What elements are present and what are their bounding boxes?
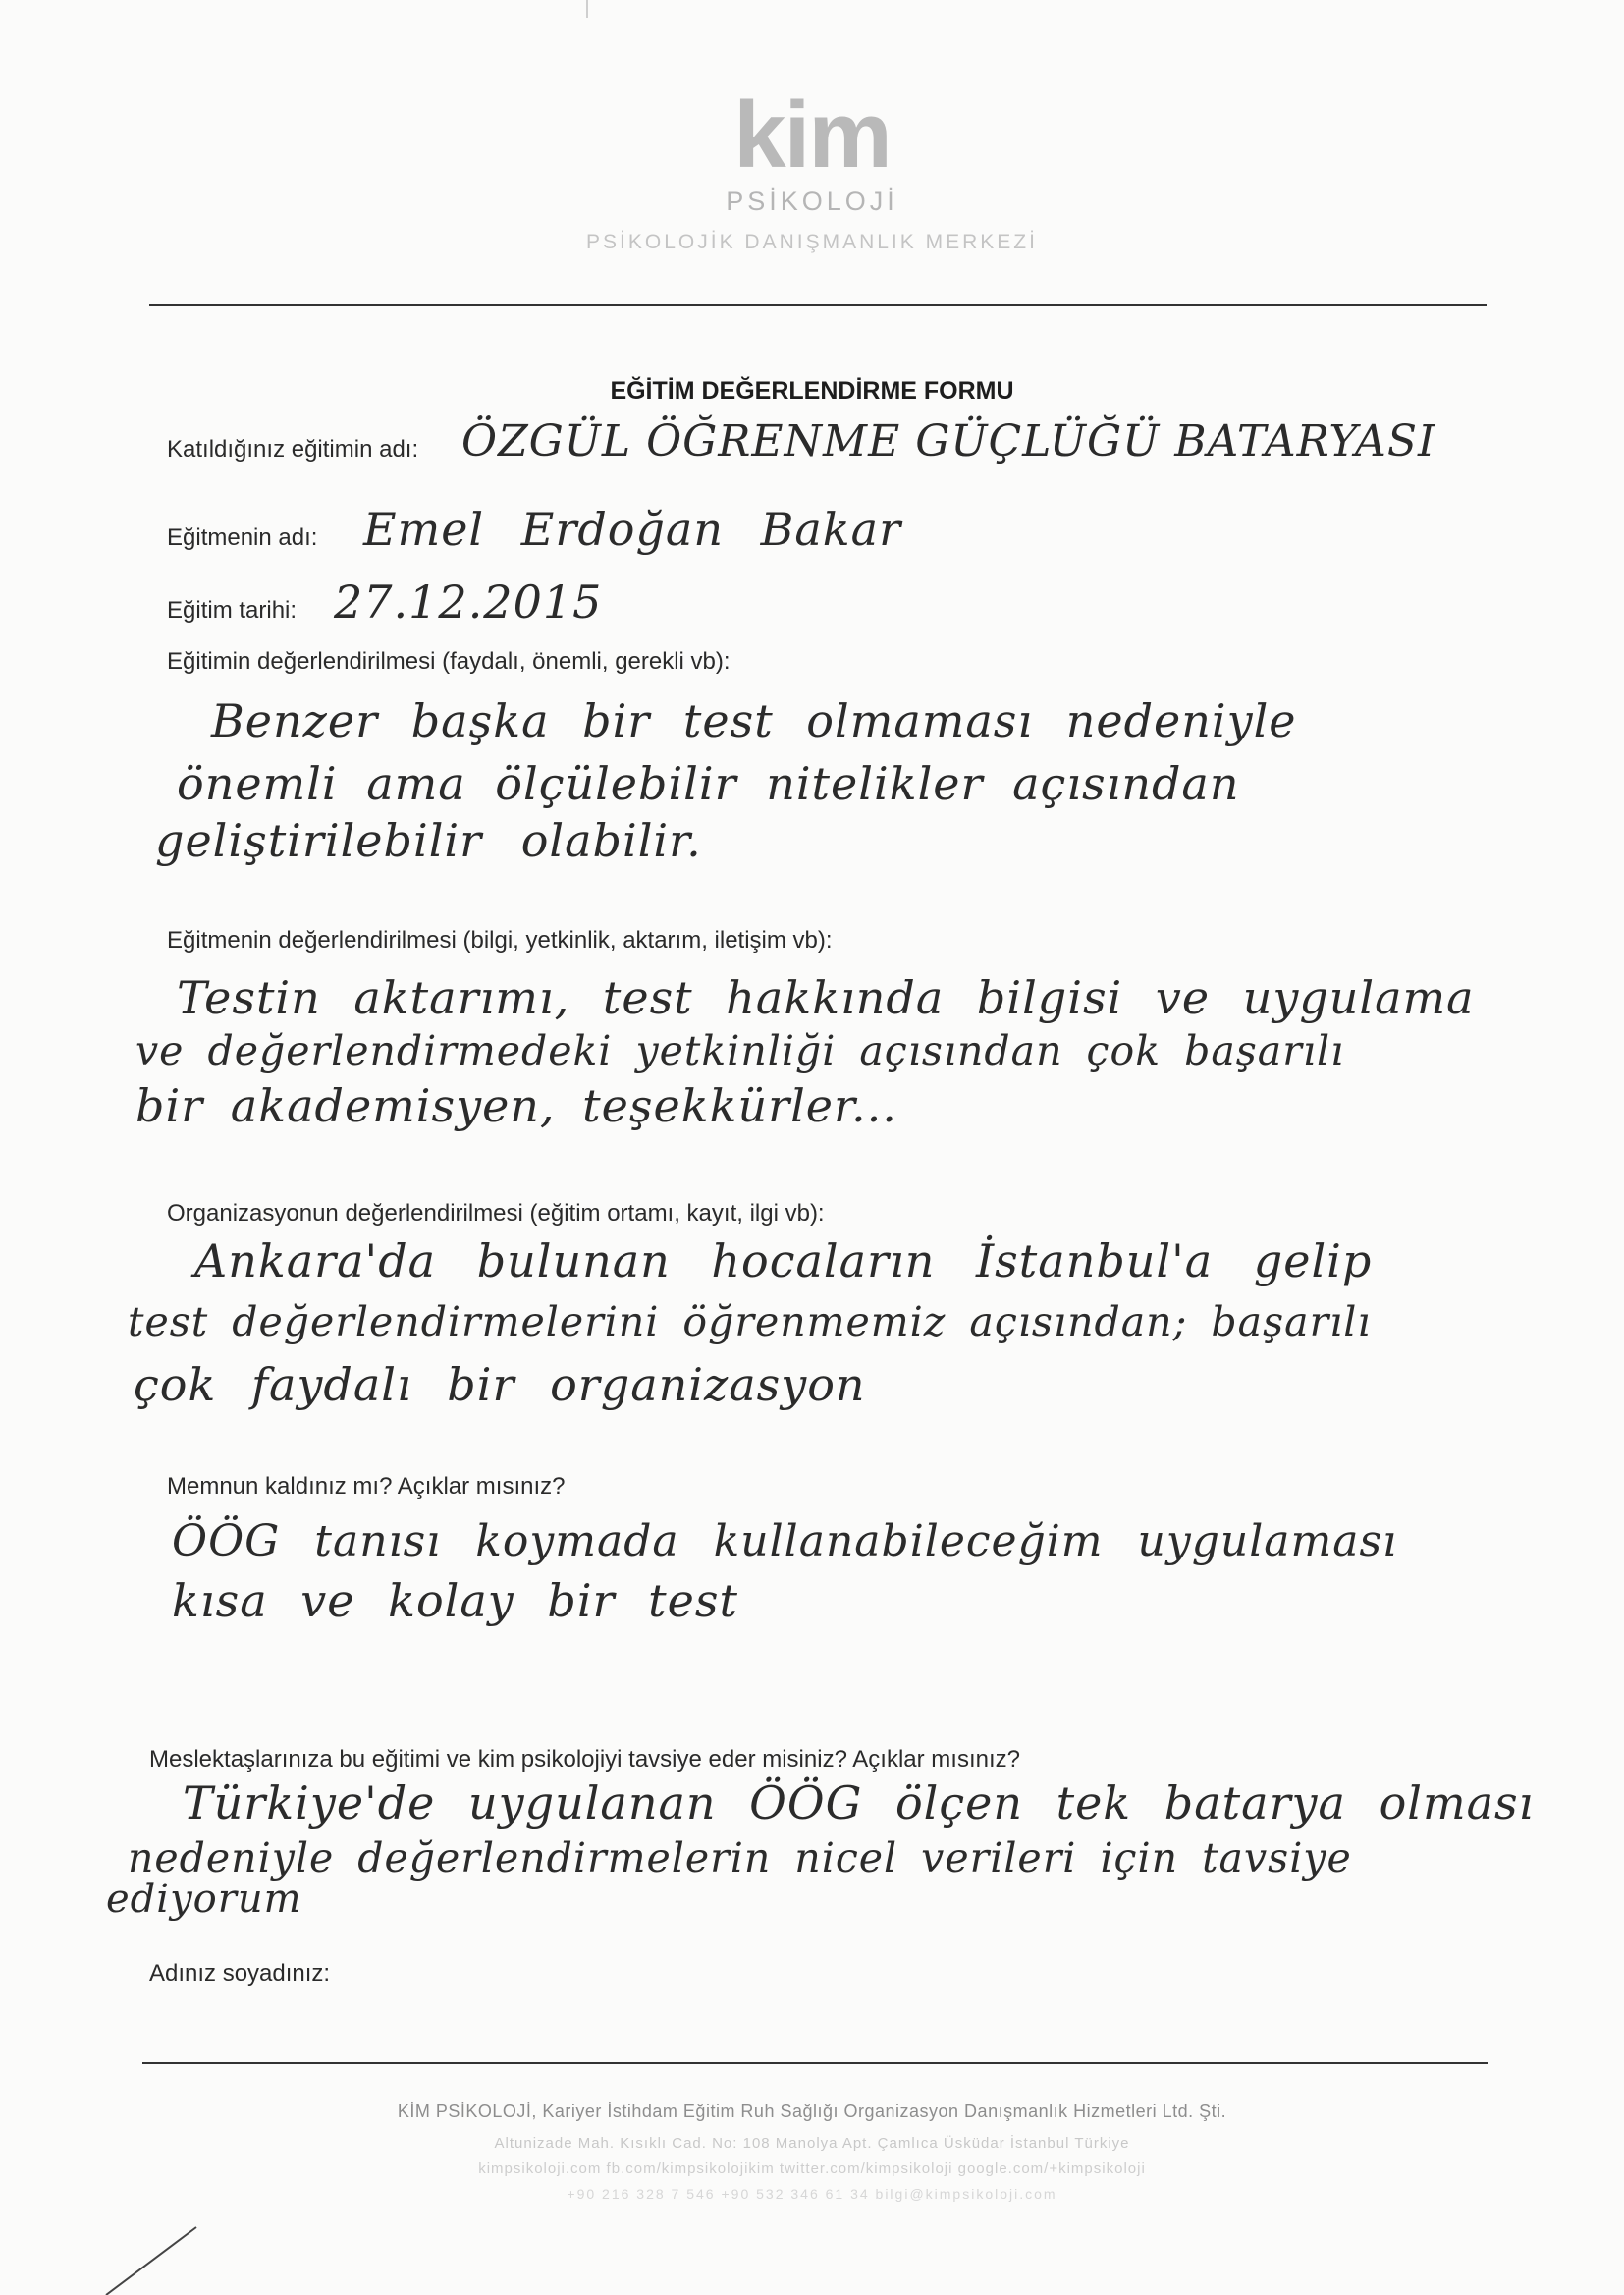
footer-company: KİM PSİKOLOJİ, Kariyer İstihdam Eğitim Ruh Sağlığı Organizasyon Danışmanlık Hizmetleri Ltd. Şti. — [397, 2102, 1227, 2121]
trainer-eval-line-1: Testin aktarımı, test hakkında bilgisi ve uygulama — [177, 971, 1475, 1024]
training-eval-line-1: Benzer başka bir test olmaması nedeniyle — [211, 694, 1297, 747]
trainer-name-label: Eğitmenin adı: — [167, 524, 318, 551]
recommend-line-3: ediyorum — [106, 1877, 302, 1922]
satisfaction-line-1: ÖÖG tanısı koymada kullanabileceğim uygulaması — [172, 1516, 1398, 1566]
training-eval-line-2: önemli ama ölçülebilir nitelikler açısından — [177, 757, 1240, 810]
footer-contact: +90 216 328 7 546 +90 532 346 61 34 bilgi@kimpsikoloji.com — [567, 2186, 1057, 2202]
satisfaction-label: Memnun kaldınız mı? Açıklar mısınız? — [167, 1473, 566, 1500]
footer-address: Altunizade Mah. Kısıklı Cad. No: 108 Manolya Apt. Çamlıca Üsküdar İstanbul Türkiye — [494, 2135, 1130, 2152]
org-eval-line-1: Ankara'da bulunan hocaların İstanbul'a gelip — [194, 1234, 1373, 1287]
company-logo — [0, 82, 1624, 254]
header-divider — [149, 304, 1487, 306]
logo-tagline: PSİKOLOJİK DANIŞMANLIK MERKEZİ — [586, 231, 1038, 253]
training-date-value: 27.12.2015 — [334, 575, 603, 628]
org-eval-line-3: çok faydalı bir organizasyon — [134, 1358, 866, 1411]
training-date-label: Eğitim tarihi: — [167, 597, 298, 624]
logo-mark: kim — [733, 82, 891, 188]
training-eval-line-3: geliştirilebilir olabilir. — [155, 814, 702, 867]
training-eval-label: Eğitimin değerlendirilmesi (faydalı, önemli, gerekli vb): — [167, 648, 731, 675]
recommend-line-2: nedeniyle değerlendirmelerin nicel verileri için tavsiye — [128, 1834, 1352, 1882]
org-eval-label: Organizasyonun değerlendirilmesi (eğitim ortamı, kayıt, ilgi vb): — [167, 1200, 825, 1227]
training-name-value: ÖZGÜL ÖĞRENME GÜÇLÜĞÜ BATARYASI — [461, 416, 1436, 466]
trainer-eval-line-2: ve değerlendirmedeki yetkinliği açısından çok başarılı — [135, 1027, 1345, 1074]
logo-subtitle: PSİKOLOJİ — [726, 187, 898, 216]
form-title: EĞİTİM DEĞERLENDİRME FORMU — [610, 377, 1014, 405]
org-eval-line-2: test değerlendirmelerini öğrenmemiz açısından; başarılı — [128, 1298, 1372, 1345]
satisfaction-line-2: kısa ve kolay bir test — [172, 1574, 738, 1627]
trainer-name-value: Emel Erdoğan Bakar — [363, 503, 902, 556]
trainer-eval-line-3: bir akademisyen, teşekkürler... — [135, 1079, 897, 1132]
footer-web: kimpsikoloji.com fb.com/kimpsikolojikim twitter.com/kimpsikoloji google.com/+kimpsikoloji — [478, 2160, 1146, 2177]
recommend-label: Meslektaşlarınıza bu eğitimi ve kim psikolojiyi tavsiye eder misiniz? Açıklar mısınız? — [149, 1746, 1020, 1773]
footer-divider — [142, 2062, 1488, 2064]
recommend-line-1: Türkiye'de uygulanan ÖÖG ölçen tek batarya olması — [183, 1776, 1535, 1830]
trainer-eval-label: Eğitmenin değerlendirilmesi (bilgi, yetkinlik, aktarım, iletişim vb): — [167, 927, 833, 954]
training-name-label: Katıldığınız eğitimin adı: — [167, 436, 419, 463]
full-name-label: Adınız soyadınız: — [149, 1960, 331, 1987]
